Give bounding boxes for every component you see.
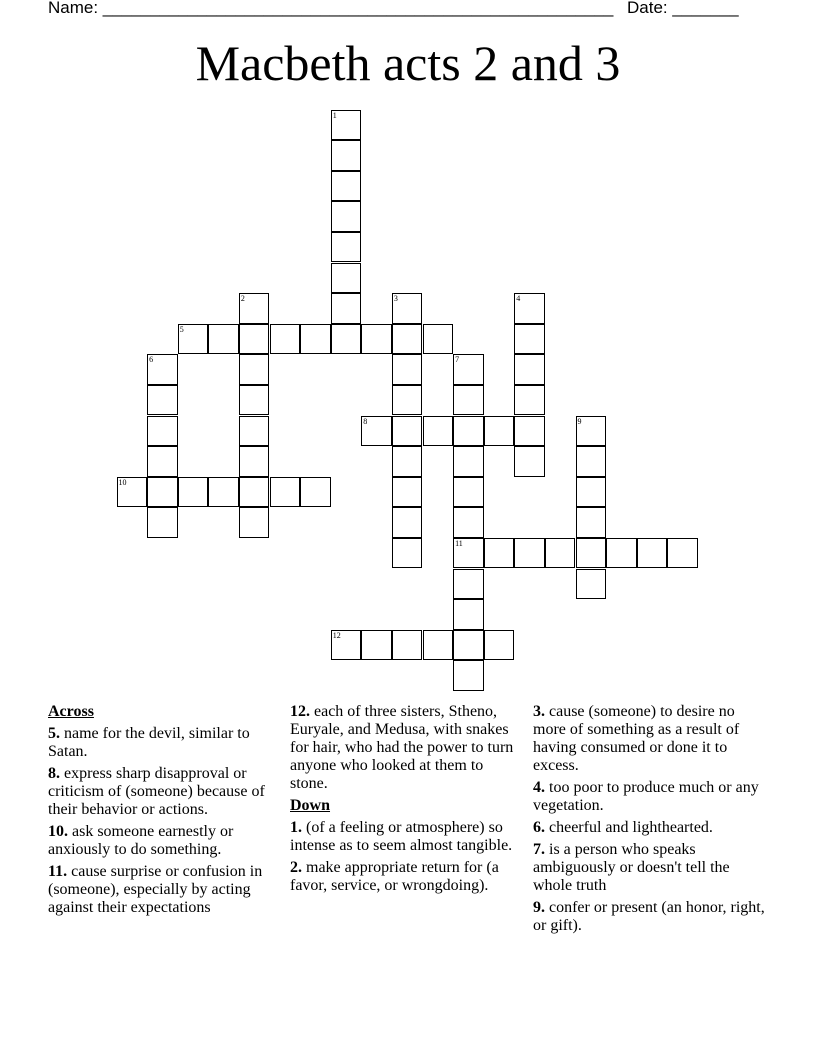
crossword-cell[interactable] <box>453 507 484 538</box>
crossword-cell[interactable] <box>576 477 607 508</box>
crossword-cell[interactable] <box>208 324 239 355</box>
crossword-cell[interactable] <box>239 354 270 385</box>
down-clue <box>533 819 765 837</box>
crossword-cell[interactable] <box>453 599 484 630</box>
clue-text: is a person who speaks ambiguously or doesn't tell the whole truth <box>533 841 730 894</box>
crossword-cell[interactable] <box>331 293 362 324</box>
crossword-cell[interactable] <box>453 569 484 600</box>
down-clue <box>290 859 522 895</box>
crossword-cell[interactable] <box>239 293 270 324</box>
crossword-cell[interactable] <box>423 324 454 355</box>
crossword-cell[interactable] <box>239 324 270 355</box>
across-heading: Across <box>48 703 94 720</box>
crossword-cell[interactable] <box>576 538 607 569</box>
crossword-cell[interactable] <box>423 630 454 661</box>
clue-text: each of three sisters, Stheno, Euryale, and Medusa, with snakes for hair, who had the power to turn anyone who looked at them to stone. <box>290 703 514 792</box>
crossword-cell[interactable] <box>392 446 423 477</box>
crossword-cell[interactable] <box>178 324 209 355</box>
crossword-cell[interactable] <box>147 385 178 416</box>
crossword-cell[interactable] <box>239 385 270 416</box>
clue-text: cause surprise or confusion in (someone), especially by acting against their expectations <box>48 863 263 916</box>
across-clue <box>48 863 280 917</box>
crossword-cell[interactable] <box>392 293 423 324</box>
cell-number: 10 <box>118 477 127 487</box>
crossword-cell[interactable] <box>514 385 545 416</box>
crossword-cell[interactable] <box>147 354 178 385</box>
crossword-cell[interactable] <box>545 538 576 569</box>
crossword-cell[interactable] <box>331 171 362 202</box>
across-clue <box>48 823 280 859</box>
date-field[interactable]: Date: _______ <box>627 0 739 17</box>
crossword-cell[interactable] <box>514 293 545 324</box>
crossword-cell[interactable] <box>392 324 423 355</box>
name-field[interactable]: Name: ______________________________________________________ <box>48 0 614 17</box>
crossword-cell[interactable] <box>331 263 362 294</box>
crossword-cell[interactable] <box>453 446 484 477</box>
crossword-cell[interactable] <box>361 630 392 661</box>
crossword-cell[interactable] <box>392 630 423 661</box>
clue-number: 10. <box>48 823 68 840</box>
clue-number: 11. <box>48 863 68 880</box>
crossword-cell[interactable] <box>331 110 362 141</box>
crossword-cell[interactable] <box>576 507 607 538</box>
crossword-cell[interactable] <box>331 232 362 263</box>
clues-column-1 <box>48 703 280 921</box>
clues-column-2 <box>290 703 522 899</box>
cell-number: 12 <box>332 630 341 640</box>
crossword-cell[interactable] <box>484 630 515 661</box>
cell-number: 1 <box>332 110 337 120</box>
crossword-cell[interactable] <box>331 201 362 232</box>
clue-number: 6. <box>533 819 545 836</box>
crossword-cell[interactable] <box>453 354 484 385</box>
clue-text: ask someone earnestly or anxiously to do something. <box>48 823 234 858</box>
clue-number: 7. <box>533 841 545 858</box>
cell-number: 8 <box>363 416 368 426</box>
crossword-cell[interactable] <box>392 416 423 447</box>
crossword-cell[interactable] <box>453 538 484 569</box>
clue-number: 1. <box>290 819 302 836</box>
crossword-cell[interactable] <box>453 660 484 691</box>
clue-number: 12. <box>290 703 310 720</box>
crossword-cell[interactable] <box>300 324 331 355</box>
cell-number: 5 <box>179 324 184 334</box>
crossword-cell[interactable] <box>239 507 270 538</box>
down-clue <box>533 703 765 775</box>
crossword-cell[interactable] <box>147 416 178 447</box>
crossword-cell[interactable] <box>239 416 270 447</box>
clue-text: cheerful and lighthearted. <box>549 819 713 836</box>
clue-text: cause (someone) to desire no more of something as a result of having consumed or done it to excess. <box>533 703 740 774</box>
clue-number: 5. <box>48 725 60 742</box>
crossword-cell[interactable] <box>453 385 484 416</box>
crossword-cell[interactable] <box>514 538 545 569</box>
across-clue <box>290 703 522 793</box>
crossword-cell[interactable] <box>331 140 362 171</box>
cell-number: 2 <box>240 294 245 304</box>
crossword-cell[interactable] <box>606 538 637 569</box>
crossword-cell[interactable] <box>270 477 301 508</box>
down-clue <box>533 899 765 935</box>
crossword-cell[interactable] <box>514 354 545 385</box>
clues-column-3 <box>533 703 765 939</box>
clue-number: 9. <box>533 899 545 916</box>
crossword-cell[interactable] <box>423 416 454 447</box>
across-clue <box>48 725 280 761</box>
crossword-cell[interactable] <box>208 477 239 508</box>
crossword-cell[interactable] <box>453 416 484 447</box>
clue-text: confer or present (an honor, right, or gift). <box>533 899 765 934</box>
clue-text: make appropriate return for (a favor, service, or wrongdoing). <box>290 859 499 894</box>
crossword-cell[interactable] <box>637 538 668 569</box>
clue-text: express sharp disapproval or criticism of (someone) because of their behavior or actions. <box>48 765 265 818</box>
crossword-cell[interactable] <box>576 446 607 477</box>
clue-number: 8. <box>48 765 60 782</box>
crossword-cell[interactable] <box>331 630 362 661</box>
crossword-cell[interactable] <box>147 507 178 538</box>
crossword-cell[interactable] <box>361 416 392 447</box>
cell-number: 6 <box>149 355 154 365</box>
cell-number: 4 <box>516 294 521 304</box>
clue-number: 3. <box>533 703 545 720</box>
crossword-cell[interactable] <box>484 538 515 569</box>
crossword-cell[interactable] <box>392 354 423 385</box>
crossword-cell[interactable] <box>178 477 209 508</box>
crossword-cell[interactable] <box>453 630 484 661</box>
crossword-cell[interactable] <box>392 385 423 416</box>
crossword-cell[interactable] <box>514 324 545 355</box>
crossword-cell[interactable] <box>300 477 331 508</box>
clue-text: too poor to produce much or any vegetation. <box>533 779 759 814</box>
down-heading: Down <box>290 797 331 814</box>
down-clue <box>290 819 522 855</box>
crossword-cell[interactable] <box>667 538 698 569</box>
cell-number: 3 <box>393 294 398 304</box>
crossword-cell[interactable] <box>484 416 515 447</box>
crossword-cell[interactable] <box>576 416 607 447</box>
crossword-cell[interactable] <box>147 446 178 477</box>
crossword-cell[interactable] <box>576 569 607 600</box>
down-clue <box>533 841 765 895</box>
clue-text: name for the devil, similar to Satan. <box>48 725 250 760</box>
cell-number: 11 <box>455 538 463 548</box>
crossword-cell[interactable] <box>453 477 484 508</box>
down-clue <box>533 779 765 815</box>
crossword-cell[interactable] <box>392 507 423 538</box>
crossword-cell[interactable] <box>514 446 545 477</box>
clue-number: 4. <box>533 779 545 796</box>
crossword-cell[interactable] <box>361 324 392 355</box>
crossword-cell[interactable] <box>147 477 178 508</box>
across-clue <box>48 765 280 819</box>
crossword-cell[interactable] <box>392 477 423 508</box>
clue-number: 2. <box>290 859 302 876</box>
cell-number: 9 <box>577 416 582 426</box>
cell-number: 7 <box>455 355 460 365</box>
crossword-cell[interactable] <box>514 416 545 447</box>
crossword-cell[interactable] <box>331 324 362 355</box>
crossword-cell[interactable] <box>117 477 148 508</box>
clue-text: (of a feeling or atmosphere) so intense as to seem almost tangible. <box>290 819 513 854</box>
crossword-cell[interactable] <box>239 446 270 477</box>
page-title: Macbeth acts 2 and 3 <box>195 35 621 91</box>
crossword-cell[interactable] <box>270 324 301 355</box>
crossword-cell[interactable] <box>239 477 270 508</box>
crossword-cell[interactable] <box>392 538 423 569</box>
